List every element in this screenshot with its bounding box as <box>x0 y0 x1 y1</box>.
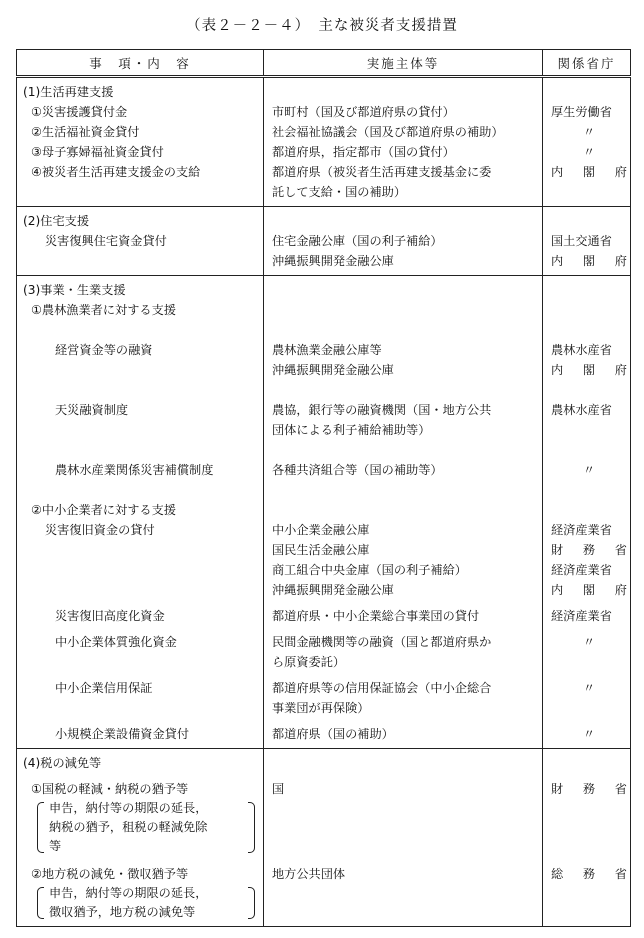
ministry: 国土交通省 <box>551 234 612 248</box>
support-measures-table <box>16 49 631 927</box>
section-livelihood-implementers <box>264 77 543 207</box>
header-item: 事 項・内 容 <box>17 50 264 77</box>
header-implementer: 実施主体等 <box>264 50 543 77</box>
implementer: 沖縄振興開発金融公庫 <box>272 583 394 597</box>
ministry: 財務省 <box>551 782 627 796</box>
ministry: 財務省 <box>551 543 627 557</box>
ministry: 農林水産省 <box>551 403 612 417</box>
implementer: ら原資委託） <box>272 655 346 669</box>
spacer <box>23 580 263 600</box>
implementer: 農協，銀行等の融資機関（国・地方公共 <box>272 403 492 417</box>
spacer <box>23 360 263 380</box>
ministry: 農林水産省 <box>551 343 612 357</box>
ministry: 厚生労働省 <box>551 105 612 119</box>
spacer <box>23 420 263 440</box>
spacer <box>551 500 630 520</box>
spacer <box>551 280 630 300</box>
item-label: 農林水産業関係災害補償制度 <box>55 463 214 477</box>
item-label: ①国税の軽減・納税の猶予等 <box>31 782 189 796</box>
spacer <box>23 251 263 271</box>
implementer: 国 <box>272 782 285 796</box>
item-label: ①災害援護貸付金 <box>31 105 128 119</box>
spacer <box>551 698 630 718</box>
implementer: 都道府県・中小企業総合事業団の貸付 <box>272 609 480 623</box>
ministry: 〃 <box>582 635 596 649</box>
spacer <box>272 753 542 773</box>
ministry: 〃 <box>582 727 596 741</box>
ministry: 内閣府 <box>551 254 627 268</box>
item-label: 災害復旧高度化資金 <box>55 609 165 623</box>
note-bracket <box>37 799 253 856</box>
ministry: 内閣府 <box>551 583 627 597</box>
spacer <box>551 82 630 102</box>
ministry: 〃 <box>582 145 596 159</box>
subsection-heading: ①農林漁業者に対する支援 <box>31 303 176 317</box>
item-label: ③母子寡婦福祉資金貸付 <box>31 145 164 159</box>
ministry: 経済産業省 <box>551 609 612 623</box>
item-label: ④被災者生活再建支援金の支給 <box>31 165 201 179</box>
ministry: 経済産業省 <box>551 563 612 577</box>
spacer <box>551 300 630 320</box>
spacer <box>23 698 263 718</box>
spacer <box>272 300 542 320</box>
section-housing <box>17 207 631 276</box>
header-row <box>17 50 631 77</box>
implementer: 社会福祉協議会（国及び都道府県の補助） <box>272 125 504 139</box>
section-tax <box>17 749 631 927</box>
section-housing-ministries <box>543 207 631 276</box>
spacer <box>23 560 263 580</box>
note-line: 等 <box>49 839 62 853</box>
implementer: 民間金融機関等の融資（国と都道府県か <box>272 635 492 649</box>
implementer: 国民生活金融公庫 <box>272 543 370 557</box>
ministry: 経済産業省 <box>551 523 612 537</box>
note-line: 申告，納付等の期限の延長， <box>49 801 208 815</box>
section-livelihood-ministries <box>543 77 631 207</box>
section-livelihood <box>17 77 631 207</box>
spacer <box>272 211 542 231</box>
section-livelihood-items <box>17 77 264 207</box>
implementer: 農林漁業金融公庫等 <box>272 343 382 357</box>
spacer <box>272 280 542 300</box>
section-heading: (1)生活再建支援 <box>23 85 114 99</box>
item-label: 小規模企業設備資金貸付 <box>55 727 190 741</box>
section-housing-items <box>17 207 264 276</box>
ministry: 〃 <box>582 681 596 695</box>
spacer <box>23 652 263 672</box>
spacer <box>272 82 542 102</box>
spacer <box>23 540 263 560</box>
note-bracket <box>37 884 253 922</box>
implementer: 沖縄振興開発金融公庫 <box>272 363 394 377</box>
implementer: 商工組合中央金庫（国の利子補給） <box>272 563 467 577</box>
section-heading: (3)事業・生業支援 <box>23 283 126 297</box>
note-line: 徴収猶予，地方税の減免等 <box>49 905 196 919</box>
item-label: 災害復興住宅資金貸付 <box>45 234 167 248</box>
table-title: （表２－２－４） 主な被災者支援措置 <box>186 18 458 34</box>
implementer: 住宅金融公庫（国の利子補給） <box>272 234 443 248</box>
item-label: 中小企業体質強化資金 <box>55 635 177 649</box>
spacer <box>551 211 630 231</box>
item-label: 中小企業信用保証 <box>55 681 153 695</box>
spacer <box>272 500 542 520</box>
implementer: 中小企業金融公庫 <box>272 523 370 537</box>
ministry: 内閣府 <box>551 165 627 179</box>
subsection-heading: ②中小企業者に対する支援 <box>31 503 176 517</box>
spacer <box>551 652 630 672</box>
implementer: 団体による利子補給補助等） <box>272 423 431 437</box>
implementer: 市町村（国及び都道府県の貸付） <box>272 105 455 119</box>
section-business-items <box>17 276 264 749</box>
implementer: 都道府県，指定都市（国の貸付） <box>272 145 455 159</box>
item-label: ②地方税の減免・徴収猶予等 <box>31 867 189 881</box>
spacer <box>551 753 630 773</box>
spacer <box>23 182 263 202</box>
section-business-ministries <box>543 276 631 749</box>
section-tax-items <box>17 749 264 927</box>
section-housing-implementers <box>264 207 543 276</box>
ministry: 内閣府 <box>551 363 627 377</box>
spacer <box>551 182 630 202</box>
implementer: 都道府県（被災者生活再建支援基金に委 <box>272 165 492 179</box>
section-business-implementers <box>264 276 543 749</box>
implementer: 事業団が再保険） <box>272 701 370 715</box>
spacer <box>551 420 630 440</box>
note-line: 申告，納付等の期限の延長， <box>49 886 208 900</box>
item-label: 天災融資制度 <box>55 403 129 417</box>
implementer: 各種共済組合等（国の補助等） <box>272 463 443 477</box>
item-label: 経営資金等の融資 <box>55 343 153 357</box>
implementer: 地方公共団体 <box>272 867 346 881</box>
section-business <box>17 276 631 749</box>
section-tax-implementers <box>264 749 543 927</box>
ministry: 〃 <box>582 125 596 139</box>
implementer: 沖縄振興開発金融公庫 <box>272 254 394 268</box>
implementer: 託して支給・国の補助） <box>272 185 407 199</box>
section-heading: (4)税の減免等 <box>23 756 102 770</box>
header-ministry: 関係省庁 <box>543 50 631 77</box>
section-tax-ministries <box>543 749 631 927</box>
implementer: 都道府県等の信用保証協会（中小企総合 <box>272 681 492 695</box>
note-line: 納税の猶予，租税の軽減免除 <box>49 820 208 834</box>
ministry: 〃 <box>582 463 596 477</box>
section-heading: (2)住宅支援 <box>23 214 90 228</box>
ministry: 総務省 <box>551 867 627 881</box>
implementer: 都道府県（国の補助） <box>272 727 394 741</box>
item-label: ②生活福祉資金貸付 <box>31 125 140 139</box>
item-label: 災害復旧資金の貸付 <box>45 523 155 537</box>
